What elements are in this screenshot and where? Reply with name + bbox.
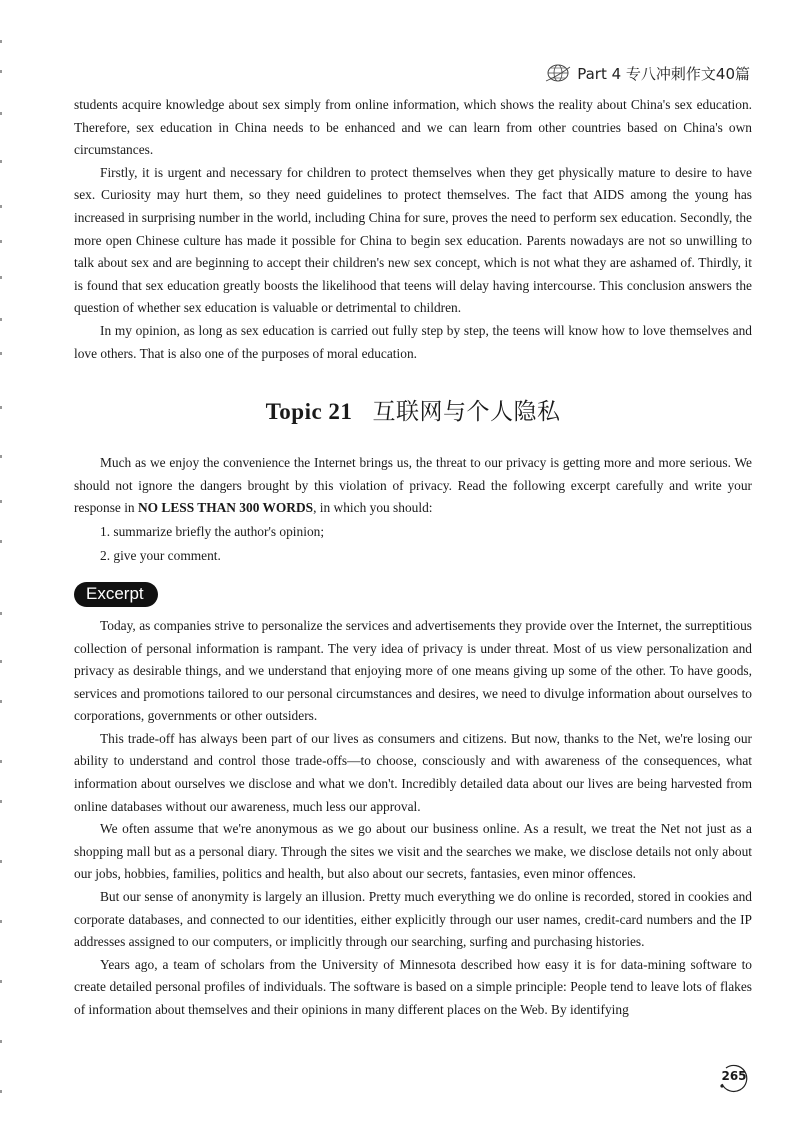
excerpt-paragraph: This trade-off has always been part of our lives as consumers and citizens. But now, thanks to the Net, we're losing our ability to understand and control those trade-offs—to choose, consciously and with awareness of the consequences, what information about ourselves we disclose and what we don't. Incredibly detailed data about our lives are being harvested from online databases without our awareness, much less our approval. (74, 730, 752, 814)
word-limit: NO LESS THAN 300 WORDS (137, 500, 314, 516)
page-number-text: 265 (721, 1069, 747, 1083)
scan-margin-marks (0, 0, 6, 1132)
prompt-intro-tail: , in which you should: (313, 500, 433, 516)
excerpt-label: Excerpt (74, 582, 158, 607)
prompt-intro (74, 452, 752, 520)
topic-number: Topic 21 (265, 399, 353, 425)
paragraph: In my opinion, as long as sex education is carried out fully step by step, the teens will know how to love themselves and love others. That is also one of the purposes of moral education. (74, 322, 752, 361)
page-number (716, 1060, 752, 1096)
paragraph: students acquire knowledge about sex simply from online information, which shows the reality about China's sex education. Therefore, sex education in China needs to be enhanced and we can learn from other countries based on China's own circumstances. (74, 97, 752, 158)
topic-heading (74, 393, 752, 426)
prompt-item: 2. give your comment. (100, 547, 221, 563)
paragraph: Firstly, it is urgent and necessary for children to protect themselves when they get physically mature to desire to have sex. Curiosity may hurt them, so they need guidelines to protect themselves. The fact that AIDS among the young has increased in surprising number in the world, including China for sure, proves the need to perform sex education. Secondly, the more open Chinese culture has made it possible for China to begin sex education. Parents nowadays are not so unwilling to talk about sex and are beginning to accept their children's new sex concept, which is not what they are ashamed of. Thirdly, it is found that sex education greatly boosts the likelihood that teens will delay having intercourse. This conclusion answers the question of whether sex education is valuable or detrimental to children. (74, 164, 752, 316)
excerpt-paragraph: Today, as companies strive to personalize the services and advertisements they provide over the Internet, the surreptitious collection of personal information is rampant. The very idea of privacy is under threat. Most of us view personalization and privacy as desirable things, and we understand that enjoying more of one means giving up some of the other. To have goods, services and promotions tailored to our personal circumstances and desires, we need to divulge information about ourselves to corporations, governments or other outsiders. (74, 617, 752, 724)
page-content (74, 94, 752, 1022)
prompt-intro-text: Much as we enjoy the convenience the Internet brings us, the threat to our privacy is getting more and more serious. We should not ignore the dangers brought by this violation of privacy. Read the following excerpt carefully and write your response in (74, 455, 752, 516)
excerpt-paragraph: Years ago, a team of scholars from the University of Minnesota described how easy it is for data-mining software to create detailed personal profiles of individuals. The software is based on a simple principle: People tend to leave lots of flakes of information about themselves and their opinions in many different places on the Web. By identifying (74, 956, 752, 1017)
prompt-item: 1. summarize briefly the author's opinion; (100, 523, 325, 539)
running-header (545, 62, 750, 84)
excerpt-paragraph: But our sense of anonymity is largely an illusion. Pretty much everything we do online is recorded, stored in cookies and corporate databases, and connected to our identities, either explicitly through our user names, credit-card numbers and the IP addresses assigned to our computers, or implicitly through our searching, surfing and purchasing histories. (74, 889, 752, 950)
topic-title-cn: 互联网与个人隐私 (372, 399, 561, 426)
header-text: Part 4 专八冲刺作文40篇 (577, 64, 750, 83)
excerpt-paragraph: We often assume that we're anonymous as we go about our business online. As a result, we treat the Net not just as a shopping mall but as a personal diary. Through the sites we visit and the searches we make, we disclose details not only about our jobs, hobbies, families, politics and health, but also about our secrets, fantasies, even minor offences. (74, 821, 752, 882)
globe-icon (545, 62, 571, 84)
